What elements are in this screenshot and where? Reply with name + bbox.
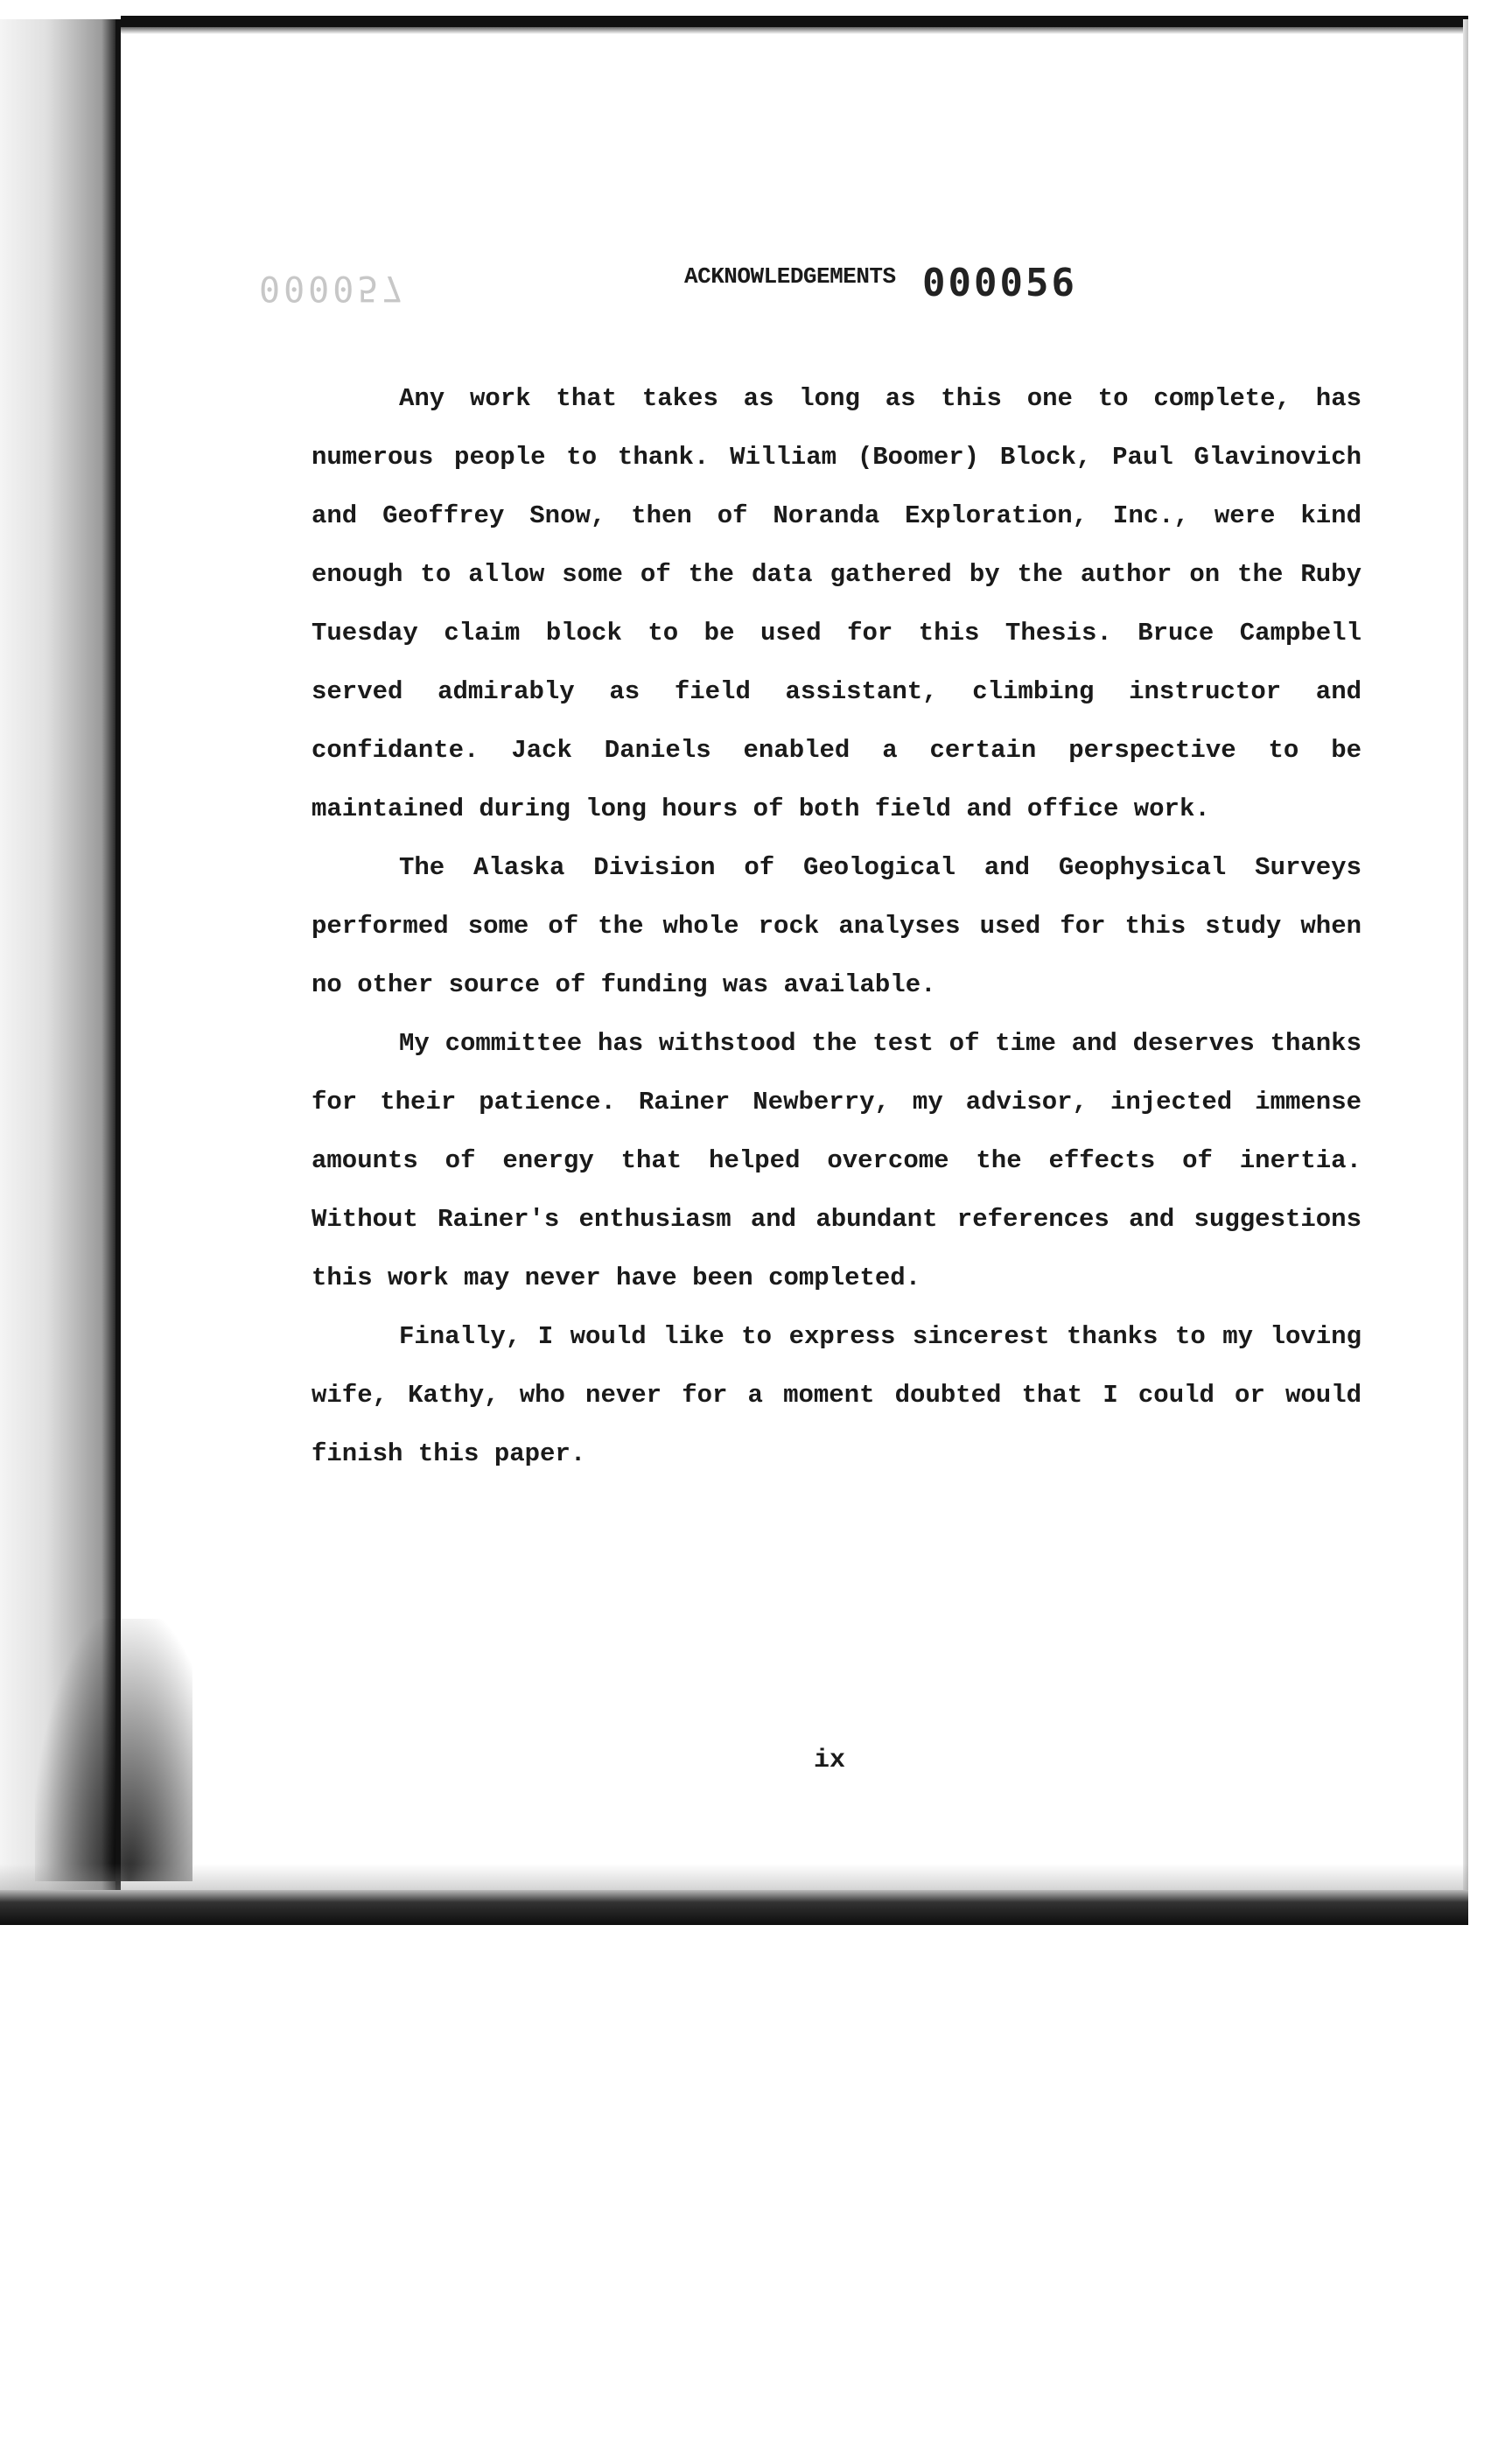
page-right-edge [1463,19,1468,1925]
paragraph: The Alaska Division of Geological and Geophysical Surveys performed some of the whole rock analyses used for this study when no other source of funding was available. [312,853,1362,999]
binding-shadow-lower [35,1619,192,1881]
paragraph: Any work that takes as long as this one to complete, has numerous people to thank. William (Boomer) Block, Paul Glavinovich and Geoffrey Snow, then of Noranda Exploration, Inc., were kind enough to allow some of the data gathered by the author on the Ruby Tuesday claim block to be used for this Thesis. Bruce Campbell served admirably as field assistant, climbing instructor and confidante. Jack Daniels enabled a certain perspective to be maintained during long hours of both field and office work. [312,384,1362,823]
page-bottom-edge [0,1890,1468,1925]
paragraph: Finally, I would like to express sincerest thanks to my loving wife, Kathy, who never for a moment doubted that I could or would finish this paper. [312,1322,1362,1468]
page-top-edge-shadow [121,27,1468,34]
binding-edge [116,19,121,1892]
page-number: ix [814,1746,846,1775]
binding-shadow [0,19,116,1892]
page-top-edge [121,16,1468,27]
bleed-through-stamp: 000057 [259,268,407,308]
acknowledgements-body [312,369,1362,1483]
page-title: ACKNOWLEDGEMENTS [684,263,896,290]
page-stamp-number: 000056 [922,261,1077,305]
paragraph: My committee has withstood the test of time and deserves thanks for their patience. Rainer Newberry, my advisor, injected immense amounts of energy that helped overcome the effects of inertia. Without Rainer's enthusiasm and abundant references and suggestions this work may never have been completed. [312,1029,1362,1292]
